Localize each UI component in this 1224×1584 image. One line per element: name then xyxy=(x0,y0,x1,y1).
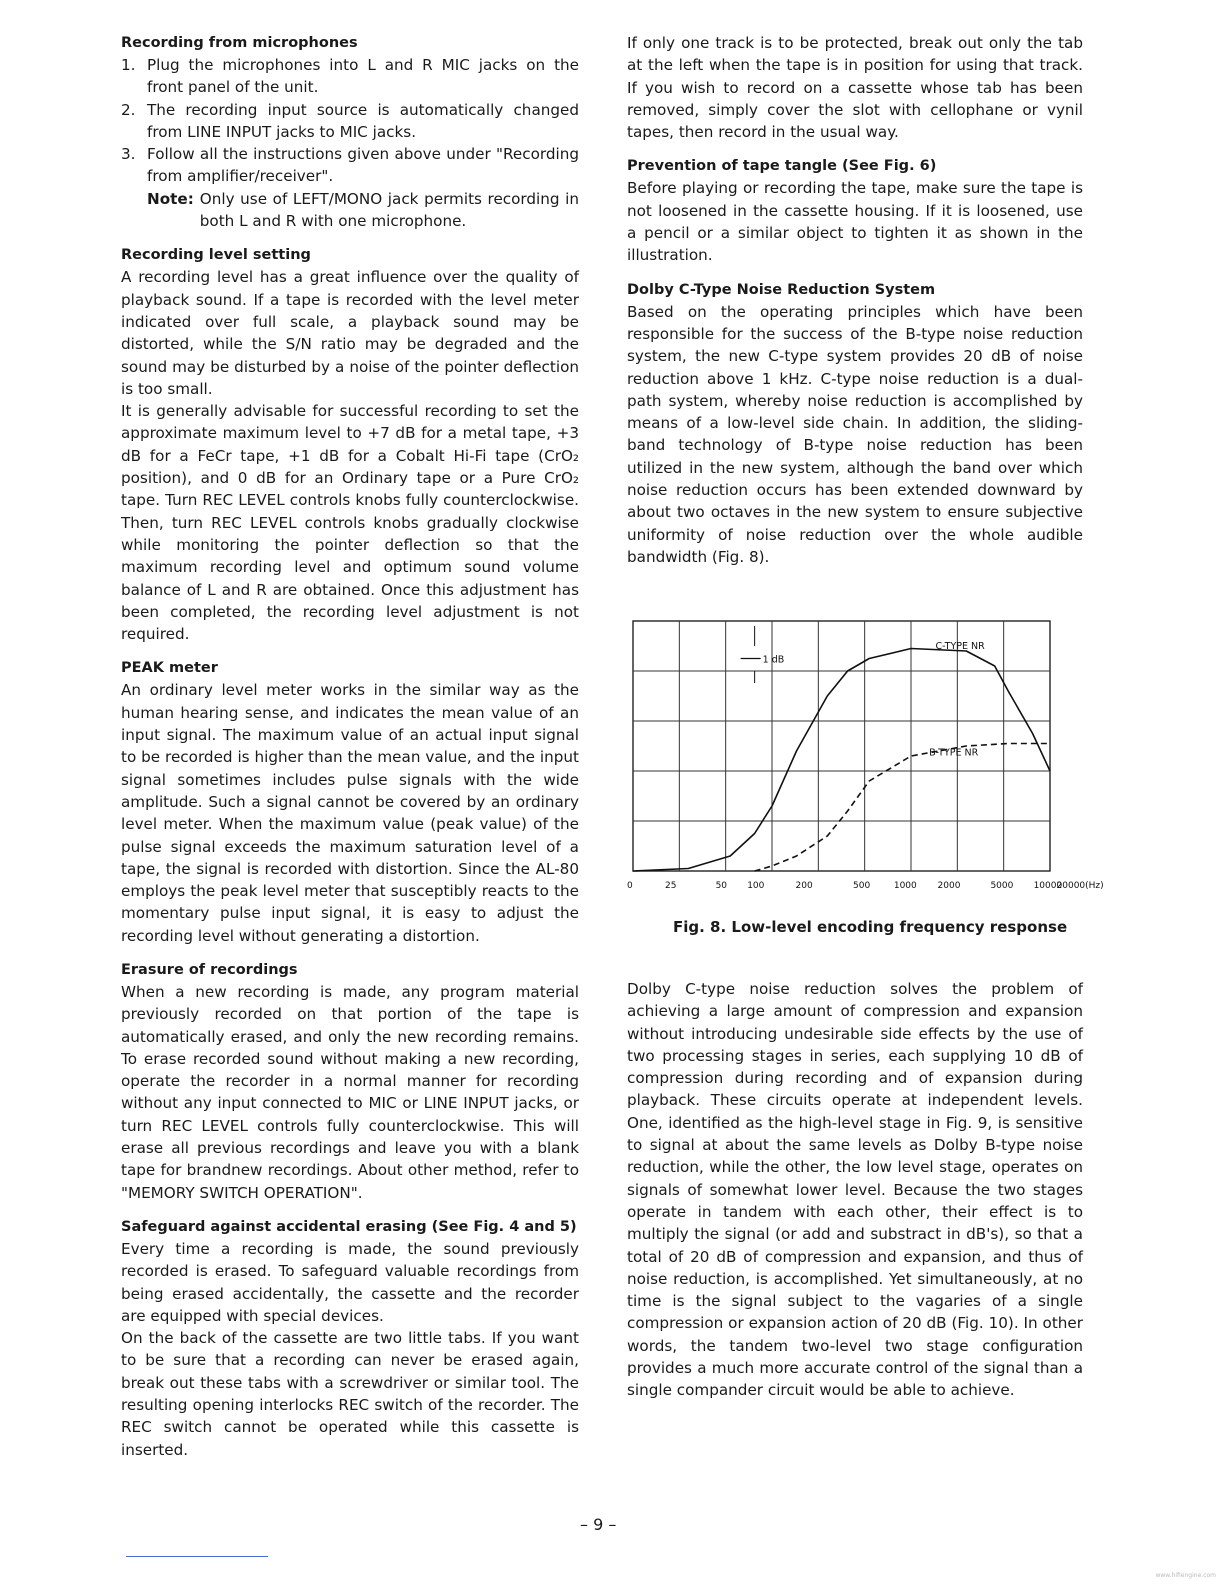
section-peak-meter xyxy=(121,657,579,947)
frequency-response-chart xyxy=(627,617,1104,893)
section-dolby-c xyxy=(627,279,1083,569)
note-label: Note: xyxy=(147,189,194,208)
section-title: Recording from microphones xyxy=(121,35,358,51)
figure-8 xyxy=(627,617,1104,897)
x-tick-label: 5000 xyxy=(990,881,1014,891)
section-title: PEAK meter xyxy=(121,660,218,677)
paragraph: It is generally advisable for successful recording to set the approximate maximum level to +7 dB for a metal tape, +3 dB for a FeCr tape, +1 dB for a Cobalt Hi-Fi tape (CrO₂ position), and 0 dB for an Ordinary tape or a Pure CrO₂ tape. Turn REC LEVEL controls knobs fully counterclockwise. Then, turn REC LEVEL controls knobs gradually clockwise while monitoring the pointer deflection so that the maximum recording level and optimum sound volume balance of L and R are obtained. Once this adjustment has been completed, the recording level adjustment is not required. xyxy=(121,402,579,644)
series-line-b-type-nr xyxy=(755,744,1050,872)
paragraph: If only one track is to be protected, break out only the tab at the left when the tape is in position for using that track. If you wish to record on a cassette whose tab has been removed, simply cover the slot with cellophane or vynil tapes, then record in the usual way. xyxy=(627,34,1083,142)
x-tick-label: 0 xyxy=(627,881,633,891)
x-tick-label: 20000(Hz) xyxy=(1056,881,1104,891)
watermark: www.hifiengine.com xyxy=(1155,1572,1216,1579)
series-line-c-type-nr xyxy=(633,649,1050,872)
x-tick-label: 100 xyxy=(747,881,765,891)
paragraph: On the back of the cassette are two little tabs. If you want to be sure that a recording can never be erased again, break out these tabs with a screwdriver or similar tool. The resulting opening interlocks REC switch of the recorder. The REC switch cannot be operated while this cassette is inserted. xyxy=(121,1329,579,1459)
section-title: Safeguard against accidental erasing (See Fig. 4 and 5) xyxy=(121,1218,577,1235)
series-label-c-type: C-TYPE NR xyxy=(935,641,985,652)
chart-annotations xyxy=(741,626,985,759)
section-title: Dolby C-Type Noise Reduction System xyxy=(627,281,936,298)
right-column xyxy=(627,32,1083,580)
x-tick-label: 25 xyxy=(664,881,677,891)
x-tick-label: 1000 xyxy=(893,881,917,891)
paragraph: Based on the operating principles which have been responsible for the success of the B-type noise reduction system, the new C-type system provides 20 dB of noise reduction above 1 kHz. C-type noise reduction is a dual-path system, whereby noise reduction is accomplished by means of a low-level side chain. In addition, the sliding-band technology of B-type noise reduction has been utilized in the new system, although the band over which noise reduction occurs has been extended downward by about two octaves in the new system to ensure subjective uniformity of noise reduction over the whole audible bandwidth (Fig. 8). xyxy=(627,302,1083,566)
right-column-lower xyxy=(627,978,1083,1402)
section-erasure xyxy=(121,959,579,1204)
list-item: 3. Follow all the instructions given above under "Recording from amplifier/receiver". xyxy=(121,145,579,186)
x-tick-label: 500 xyxy=(853,881,871,891)
x-tick-label: 200 xyxy=(795,881,813,891)
x-tick-label: 2000 xyxy=(937,881,961,891)
section-title: Recording level setting xyxy=(121,247,311,264)
list-item: 2. The recording input source is automatically changed from LINE INPUT jacks to MIC jacks. xyxy=(121,100,579,141)
chart-grid xyxy=(633,621,1050,871)
x-tick-label: 10000 xyxy=(1033,881,1063,891)
paragraph: Dolby C-type noise reduction solves the problem of achieving a large amount of compression and expansion without introducing undesirable side effects by the use of two processing stages in series, each supplying 10 dB of compression during recording and of expansion during playback. These circuits operate at independent levels. One, identified as the high-level stage in Fig. 9, is sensitive to signal at about the same levels as Dolby B-type noise reduction, while the other, the low level stage, operates on signals of somewhat lower level. Because the two stages operate in tandem with each other, their effect is to multiply the signal (or add and substract in dB's), so that a total of 20 dB of compression and expansion, and thus of noise reduction, is accomplished. Yet simultaneously, at no time is the signal subject to the vagaries of a single compression or expansion action of 20 dB (Fig. 10). In other words, the tandem two-level two stage configuration provides a much more accurate control of the signal than a single compander circuit would be able to achieve. xyxy=(627,980,1083,1400)
list-item: 1. Plug the microphones into L and R MIC jacks on the front panel of the unit. xyxy=(121,56,579,97)
note-text: Only use of LEFT/MONO jack permits recording in both L and R with one microphone. xyxy=(199,189,579,231)
series-label-b-type: B-TYPE NR xyxy=(929,747,979,759)
footer-divider xyxy=(126,1556,268,1557)
chart-ticks xyxy=(627,881,1104,891)
section-track-protect xyxy=(627,32,1083,143)
steps-list xyxy=(121,54,579,188)
paragraph: A recording level has a great influence over the quality of playback sound. If a tape is recorded with the level meter indicated over full scale, a playback sound may be distorted, while the S/N ratio may be degraded and the sound may be disturbed by a noise of the pointer deflection is too small. xyxy=(121,268,579,398)
note xyxy=(121,188,579,233)
paragraph: Every time a recording is made, the sound previously recorded is erased. To safeguard valuable recordings from being erased accidentally, the cassette and the recorder are equipped with special devices. xyxy=(121,1239,579,1325)
plot-frame xyxy=(633,621,1050,871)
section-recording-microphones xyxy=(121,32,579,232)
chart-series xyxy=(633,648,1050,871)
paragraph: When a new recording is made, any program material previously recorded on that portion of the tape is automatically erased, and only the new recording remains. To erase recorded sound without making a new recording, operate the recorder in a normal manner for recording without any input connected to MIC or LINE INPUT jacks, or turn REC LEVEL controls fully counterclockwise. This will erase all previous recordings and leave you with a blank tape for brandnew recordings. About other method, refer to "MEMORY SWITCH OPERATION". xyxy=(121,982,579,1202)
page-number: – 9 – xyxy=(580,1515,617,1534)
scale-label: 1 dB xyxy=(762,654,785,666)
left-column xyxy=(121,32,579,1473)
paragraph: Before playing or recording the tape, make sure the tape is not loosened in the cassette housing. If it is loosened, use a pencil or a similar object to tighten it as shown in the illustration. xyxy=(627,179,1083,265)
x-tick-label: 50 xyxy=(715,881,728,891)
section-recording-level-setting xyxy=(121,244,579,645)
section-title: Prevention of tape tangle (See Fig. 6) xyxy=(627,158,937,175)
paragraph: An ordinary level meter works in the similar way as the human hearing sense, and indicates the mean value of an input signal. The maximum value of an actual input signal to be recorded is higher than the mean value, and the input signal sometimes includes pulse signals with the wide amplitude. Such a signal cannot be covered by an ordinary level meter. When the maximum value (peak value) of the pulse signal exceeds the maximum saturation level of a tape, the signal is recorded with distortion. Since the AL-80 employs the peak level meter that susceptibly reacts to the momentary pulse input signal, it is easy to adjust the recording level without generating a distortion. xyxy=(121,681,579,945)
section-tape-tangle xyxy=(627,155,1083,266)
section-safeguard xyxy=(121,1216,579,1461)
section-title: Erasure of recordings xyxy=(121,961,298,978)
figure-caption: Fig. 8. Low-level encoding frequency response xyxy=(673,918,1068,936)
